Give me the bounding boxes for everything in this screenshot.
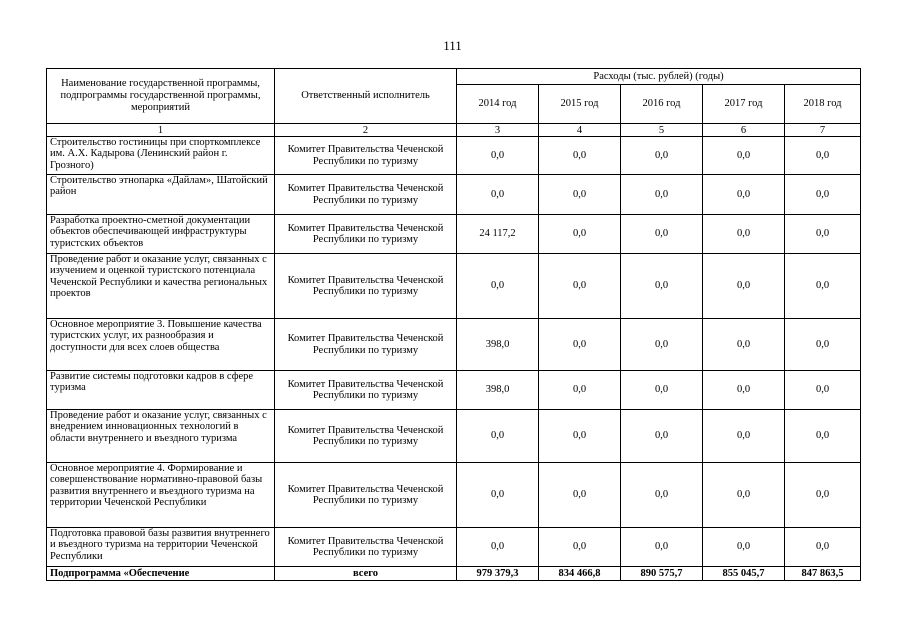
row-executor: Комитет Правительства Чеченской Республики по туризму	[275, 371, 457, 410]
budget-table	[46, 68, 861, 581]
column-number: 6	[703, 124, 785, 137]
total-executor: всего	[275, 567, 457, 581]
table-row	[47, 319, 861, 371]
row-value: 0,0	[621, 175, 703, 215]
row-value: 0,0	[703, 528, 785, 567]
column-number: 4	[539, 124, 621, 137]
total-value: 979 379,3	[457, 567, 539, 581]
row-value: 0,0	[785, 528, 861, 567]
row-name: Строительство гостиницы при спорткомплексе им. А.Х. Кадырова (Ленинский район г. Грозного)	[47, 137, 275, 175]
table-row	[47, 463, 861, 528]
column-number: 3	[457, 124, 539, 137]
row-name: Строительство этнопарка «Дайлам», Шатойский район	[47, 175, 275, 215]
header-year: 2018 год	[785, 85, 861, 124]
row-value: 0,0	[457, 254, 539, 319]
total-name: Подпрограмма «Обеспечение	[47, 567, 275, 581]
header-executor: Ответственный исполнитель	[275, 69, 457, 124]
row-value: 0,0	[785, 410, 861, 463]
row-value: 0,0	[703, 319, 785, 371]
table-row	[47, 371, 861, 410]
row-value: 0,0	[785, 463, 861, 528]
table-row	[47, 175, 861, 215]
row-value: 0,0	[621, 215, 703, 254]
row-value: 0,0	[703, 175, 785, 215]
header-year: 2015 год	[539, 85, 621, 124]
row-value: 0,0	[621, 319, 703, 371]
row-value: 0,0	[457, 528, 539, 567]
row-value: 0,0	[785, 254, 861, 319]
row-executor: Комитет Правительства Чеченской Республики по туризму	[275, 137, 457, 175]
row-executor: Комитет Правительства Чеченской Республики по туризму	[275, 319, 457, 371]
row-value: 0,0	[703, 254, 785, 319]
row-value: 0,0	[621, 137, 703, 175]
total-row	[47, 567, 861, 581]
row-value: 0,0	[785, 137, 861, 175]
row-value: 0,0	[785, 215, 861, 254]
row-name: Проведение работ и оказание услуг, связанных с внедрением инновационных технологий в области внутреннего и въездного туризма	[47, 410, 275, 463]
row-executor: Комитет Правительства Чеченской Республики по туризму	[275, 463, 457, 528]
row-value: 398,0	[457, 371, 539, 410]
row-executor: Комитет Правительства Чеченской Республики по туризму	[275, 215, 457, 254]
row-name: Основное мероприятие 4. Формирование и совершенствование нормативно-правовой базы развития внутреннего и въездного туризма на территории Чеченской Республики	[47, 463, 275, 528]
header-year: 2016 год	[621, 85, 703, 124]
row-value: 0,0	[539, 215, 621, 254]
total-value: 834 466,8	[539, 567, 621, 581]
total-value: 890 575,7	[621, 567, 703, 581]
row-value: 0,0	[703, 371, 785, 410]
header-expenses: Расходы (тыс. рублей) (годы)	[457, 69, 861, 85]
row-value: 0,0	[785, 175, 861, 215]
table-row	[47, 528, 861, 567]
total-value: 847 863,5	[785, 567, 861, 581]
table-row	[47, 410, 861, 463]
header-year: 2017 год	[703, 85, 785, 124]
column-number: 7	[785, 124, 861, 137]
row-executor: Комитет Правительства Чеченской Республики по туризму	[275, 528, 457, 567]
row-value: 0,0	[539, 528, 621, 567]
header-year: 2014 год	[457, 85, 539, 124]
row-name: Проведение работ и оказание услуг, связанных с изучением и оценкой туристского потенциала Чеченской Республики и качества региональных проектов	[47, 254, 275, 319]
column-number: 5	[621, 124, 703, 137]
row-value: 0,0	[621, 463, 703, 528]
row-name: Подготовка правовой базы развития внутреннего и въездного туризма на территории Чеченской Республики	[47, 528, 275, 567]
row-value: 398,0	[457, 319, 539, 371]
row-value: 0,0	[621, 254, 703, 319]
row-name: Развитие системы подготовки кадров в сфере туризма	[47, 371, 275, 410]
row-value: 0,0	[457, 175, 539, 215]
row-value: 0,0	[785, 371, 861, 410]
row-value: 0,0	[621, 410, 703, 463]
row-value: 0,0	[539, 175, 621, 215]
row-value: 24 117,2	[457, 215, 539, 254]
table-row	[47, 137, 861, 175]
row-value: 0,0	[539, 319, 621, 371]
row-value: 0,0	[539, 371, 621, 410]
column-number: 2	[275, 124, 457, 137]
total-value: 855 045,7	[703, 567, 785, 581]
row-value: 0,0	[703, 137, 785, 175]
row-value: 0,0	[539, 254, 621, 319]
row-value: 0,0	[457, 137, 539, 175]
row-executor: Комитет Правительства Чеченской Республики по туризму	[275, 410, 457, 463]
row-value: 0,0	[621, 528, 703, 567]
row-value: 0,0	[703, 215, 785, 254]
row-executor: Комитет Правительства Чеченской Республики по туризму	[275, 254, 457, 319]
row-value: 0,0	[621, 371, 703, 410]
row-value: 0,0	[457, 463, 539, 528]
row-value: 0,0	[539, 410, 621, 463]
row-value: 0,0	[703, 463, 785, 528]
column-number: 1	[47, 124, 275, 137]
row-name: Разработка проектно-сметной документации объектов обеспечивающей инфраструктуры туристских объектов	[47, 215, 275, 254]
row-value: 0,0	[539, 463, 621, 528]
table-row	[47, 254, 861, 319]
row-executor: Комитет Правительства Чеченской Республики по туризму	[275, 175, 457, 215]
row-value: 0,0	[457, 410, 539, 463]
row-name: Основное мероприятие 3. Повышение качества туристских услуг, их разнообразия и доступности для всех слоев общества	[47, 319, 275, 371]
table-row	[47, 215, 861, 254]
header-name: Наименование государственной программы, подпрограммы государственной программы, мероприятий	[47, 69, 275, 124]
row-value: 0,0	[703, 410, 785, 463]
row-value: 0,0	[539, 137, 621, 175]
page-number: 111	[443, 38, 462, 53]
row-value: 0,0	[785, 319, 861, 371]
